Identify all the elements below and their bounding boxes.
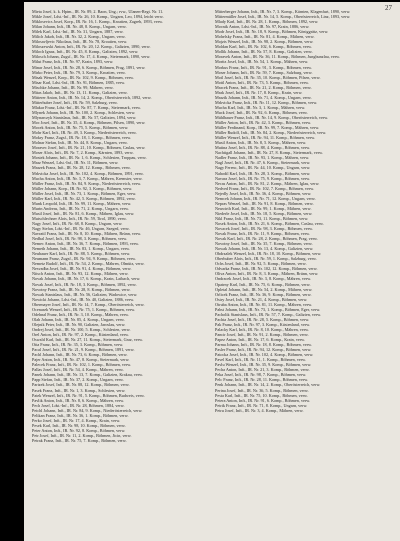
list-entry: Pacholik Stanislaus, Inft., IR. Nr. 57, 7. Komp., Galizien, verw. [215, 311, 322, 317]
list-entry: Nemec Anton, Inft., IR. Nr. 36, 7. Komp., Böhmen, 1893, verw. [32, 241, 139, 247]
list-entry: Pachl Johann, Inft., IR. Nr. 73, 6. Komp., Böhmen, verw. [32, 352, 128, 358]
list-entry: Ostry Josef, Inft., IR. Nr. 21, 4. Komp., Böhmen, verw. [215, 296, 308, 302]
list-entry: Müller Rudolf, Inft., IR. Nr. 84, 2. Komp., Niederösterreich, verw. [215, 130, 327, 136]
list-entry: Pajer Anton, Inft., IR. Nr. 47, 8. Komp., Steiermark, verw. [32, 357, 130, 363]
list-entry: Nowicki Johann, Ldst.-Inf., IR. Nr. 40, Galizien, 1886, verw. [32, 296, 135, 302]
list-entry: Pavlik Anton, Inft., IR. Nr. 8, 6. Komp., Mähren, verw. [32, 397, 125, 403]
list-entry: Penk Johann, Inft., IR. Nr. 14, 2. Komp., Oberösterreich, verw. [215, 382, 321, 388]
list-entry: Pech Josef, Ldst.-Inf., IR. Nr. 28, Böhmen, 1884, verw. [32, 402, 125, 408]
list-entry: Odvarka Franz, Inft., IR. Nr. 102, 12. Komp., Böhmen, verw. [215, 266, 318, 272]
list-entry: Neuwirth Karl, Inft., IR. Nr. 99, 1. Komp., Mähren, verw. [215, 205, 312, 211]
list-entry: Müller Franz, Inft., IR. Nr. 84, 9. Komp., Niederösterreich, verw. [32, 180, 142, 186]
list-entry: Müller Johann, Korp., IR. Nr. 92, 3. Komp., Böhmen, verw. [32, 185, 133, 191]
list-entry: Pelc Franz, Inft., IR. Nr. 28, 11. Komp., Böhmen, verw. [215, 377, 309, 383]
list-entry: Peichl Johann, Inft., IR. Nr. 84, 9. Komp., Niederösterreich, verw. [32, 407, 143, 413]
list-entry: Mischke Johann, Inft., IR. Nr. 99, Mähren, verw. [32, 84, 114, 90]
list-entry: Milan Johann, Inft., IR. Nr. 48, 8. Komp., Ungarn, verw. [32, 24, 127, 30]
list-entry: Odehnal Franz, Inft., IR. Nr. 3, 10. Komp., Mähren, verw. [32, 311, 129, 317]
list-entry: Munk Leopold, Inft., IR. Nr. 99, 11. Komp., Mähren, verw. [32, 200, 132, 206]
list-entry: Pesta Karl, Inft., IR. Nr. 75, 10. Komp., Böhmen, verw. [215, 392, 308, 398]
list-entry: Milek Karl, Ldst.-Inf., IR. Nr. 31, Ungarn, 1887, verw. [32, 29, 124, 35]
list-entry: Pabst Johann, Inft., IR. Nr. 73, 1. Komp., Böhmen, Eger, verw. [215, 306, 321, 312]
list-entry: Modr Josef, Inft., IR. Nr. 18, 9. Komp., Böhmen, Königgrätz, verw. [215, 29, 329, 35]
list-entry: Neubauer Karl, Inft., IR. Nr. 88, 5. Komp., Böhmen, verw. [32, 251, 131, 257]
list-entry: Neumann Franz, Zugsf., IR. Nr. 94, 9. Komp., Böhmen, verw. [32, 256, 136, 262]
list-entry: Mocnik Anton, Ldst.-Inf., IR. Nr. 97, Krain, 1886, verw. [215, 24, 310, 30]
list-entry: Obdrzalek Wenzel, Inft., IR. Nr. 18, 10. Komp., Böhmen, verw. [215, 251, 322, 257]
list-entry: Moser Johann, Inft., IR. Nr. 59, 7. Komp., Salzburg, verw. [215, 69, 313, 75]
list-entry: Moravek Anton, Inft., IR. Nr. 36, 11. Komp., Böhmen, Jungbunzlau, verw. [215, 54, 340, 60]
list-entry: Mollik Johann, Inft., IR. Nr. 57, 8. Komp., Galizien, verw. [215, 49, 313, 55]
list-entry: Müller Wenzel, Inft., IR. Nr. 94, 11. Komp., Böhmen, verw. [215, 135, 316, 141]
list-entry: Nagy Stefan, Ldst.-Inf., IR. Nr. 46, Ungarn, Szeged, verw. [32, 226, 130, 232]
list-entry: Pacal Josef, Inft., IR. Nr. 21, 9. Komp., Böhmen, 1891, verw. [32, 347, 135, 353]
list-entry: Ondracek Josef, Inft., IR. Nr. 3, 8. Komp., Mähren, verw. [215, 276, 312, 282]
list-entry: Mikle Josef, Ldst.-Inf., IR. Nr. 26, 10. Komp., Ungarn, Leo, 1894, leicht verw. [32, 14, 164, 20]
list-entry: Moser Alois, Inft., IR. Nr. 7, 2. Komp., Kärnten, 1893, verw. [32, 150, 134, 156]
list-entry: Mrazik Johann, Inft., IR. Nr. 71, 4. Komp., Ungarn, verw. [215, 94, 312, 100]
list-entry: Mirko Peter, Inft., IR. Nr. 79, 3. Komp., Kroatien, verw. [32, 69, 126, 75]
list-entry: Mühlbauer Franz, Inft., IR. Nr. 14, 9. Komp., Oberösterreich, verw. [215, 114, 328, 120]
list-entry: Nagy Josef, Inft., IR. Nr. 68, 8. Komp., Ungarn, verw. [32, 220, 123, 226]
list-entry: Pak Franz, Inft., IR. Nr. 97, 3. Komp., Küstenland, verw. [215, 321, 311, 327]
list-entry: Mitterberger Johann, Inft., IR. Nr. 7, 3. Komp., Kärnten, Klagenfurt, 1890, verw. [215, 9, 351, 14]
list-entry: Petrik Franz, Inft., IR. Nr. 71, 8. Komp., Ungarn, verw. [215, 402, 308, 408]
list-entry: Nepras Wenzel, Inft., IR. Nr. 91, 8. Komp., Böhmen, verw. [215, 200, 314, 206]
list-entry: Pallas Josef, Inft., IR. Nr. 54, 4. Komp., Mähren, verw. [32, 367, 124, 373]
list-entry: Müller Anton, Inft., IR. Nr. 42, 3. Komp., Böhmen, verw. [215, 120, 312, 126]
list-entry: Nosek Anton, Inft., IR. Nr. 21, 6. Komp., Böhmen, Caslau, verw. [215, 220, 324, 226]
list-entry: Oberhuber Alois, Inft., IR. Nr. 59, 1. Komp., Salzburg, verw. [215, 256, 317, 262]
list-entry: Nedbal Josef, Inft., IR. Nr. 98, 3. Komp., Böhmen, verw. [32, 236, 128, 242]
list-entry: Nagy Ferenc, Inft., IR. Nr. 44, 10. Komp., Ungarn, verw. [215, 165, 311, 171]
list-entry: Murin Andreas, Inft., IR. Nr. 71, 2. Komp., Ungarn, verw. [32, 205, 129, 211]
list-entry: Mitterhuber Josef, Inft., IR. Nr. 59, Salzburg, verw. [32, 99, 118, 105]
list-entry: Novak Josef, Inft., IR. Nr. 18, 3. Komp., Böhmen, 1892, verw. [32, 281, 137, 287]
list-entry: Mitterer Anton, Inft., IR. Nr. 14, 2. Komp., Oberösterreich, 1892, verw. [32, 94, 152, 100]
list-entry: Nikl Franz, Inft., IR. Nr. 73, 11. Komp., Böhmen, verw. [215, 215, 309, 221]
list-entry: Nowak Johann, Inft., IR. Nr. 13, 4. Komp., Galizien, verw. [215, 246, 314, 252]
list-entry: Pesek Karl, Inft., IR. Nr. 98, 10. Komp., Böhmen, verw. [32, 422, 126, 428]
list-entry: Mittermüller Josef, Inft., IR. Nr. 14, 5. Komp., Oberösterreich, Linz, 1893, verw. [215, 14, 351, 20]
document-page [24, 2, 400, 541]
list-entry: Mokry Franz, Zugsf., IR. Nr. 18, 1. Komp., Böhmen, verw. [32, 135, 132, 141]
list-entry: Mitas Jakob, Inft., IR. Nr. 13, 11. Komp., Galizien, verw. [32, 89, 128, 95]
list-entry: Moritz Josef, Inft., IR. Nr. 54, 1. Komp., Mähren, verw. [215, 59, 309, 65]
list-entry: Mojzis Wenzel, Inft., IR. Nr. 98, 2. Komp., Böhmen, verw. [215, 39, 314, 45]
list-entry: Molnar Stefan, Inft., IR. Nr. 44, 8. Komp., Ungarn, verw. [32, 140, 128, 146]
list-entry: Mohelsky Franz, Inft., IR. Nr. 81, 4. Komp., Mähren, verw. [215, 34, 315, 40]
list-entry: Miloszewski Anton, Inft., IR. Nr. 20, 12. Komp., Galizien, 1890, verw. [32, 44, 151, 50]
list-entry: Palecek Franz, Inft., IR. Nr. 102, 1. Komp., Böhmen, verw. [32, 362, 132, 368]
list-entry: Parma Johann, Inft., IR. Nr. 18, 8. Komp., Böhmen, verw. [215, 342, 312, 348]
list-entry: Peter Anton, Inft., IR. Nr. 92, 8. Komp., Böhmen, verw. [32, 427, 126, 433]
list-entry: Miklosevics Josef, Korp., IR. Nr. 16, 1. Komp., Kroatien, Zagreb, 1893, verw. [32, 19, 163, 25]
list-entry: Milut Franz, Inft., IR. Nr. 97, Krain, 1893, verw. [32, 59, 114, 65]
list-entry: Pavel Karl, Inft., IR. Nr. 11, 1. Komp., Böhmen, verw. [215, 357, 306, 363]
list-entry: Nesvadba Josef, Inft., IR. Nr. 91, 4. Komp., Böhmen, verw. [32, 266, 132, 272]
list-entry: Nowak Stanislaus, Inft., IR. Nr. 56, Galizien, Wadowice, verw. [32, 291, 138, 297]
list-entry: Mutschlechner Alois, Inft., IR. Nr. 59, Tirol, 1890, verw. [32, 215, 127, 221]
list-entry: Mrkvicka Franz, Inft., IR. Nr. 11, 12. Komp., Böhmen, verw. [215, 99, 318, 105]
list-entry: Mocek Anton, Inft., IR. Nr. 75, 5. Komp., Böhmen, verw. [32, 125, 129, 131]
list-entry: Pecha Anton, Inft., IR. Nr. 21, 3. Komp., Böhmen, verw. [215, 367, 310, 373]
list-entry: Minar Josef, Inft., IR. Nr. 28, 6. Komp., Böhmen, Prag, 1891, verw. [32, 64, 146, 70]
list-entry: Olejnik Peter, Inft., IR. Nr. 90, Galizien, Jaroslau, verw. [32, 321, 126, 327]
list-entry: Mrak Josef, Inft., IR. Nr. 17, 8. Komp., Krain, verw. [215, 89, 303, 95]
list-entry: Patek Wenzel, Inft., IR. Nr. 91, 5. Komp., Böhmen, Budweis, verw. [32, 392, 145, 398]
list-entry: Novacek Josef, Inft., IR. Nr. 98, 3. Komp., Böhmen, verw. [215, 226, 313, 232]
list-entry: Mostek Johann, Inft., IR. Nr. 1, 6. Komp., Schlesien, Troppau, verw. [32, 155, 147, 161]
list-entry: Moldan Karl, Inft., IR. Nr. 102, 6. Komp., Böhmen, verw. [215, 44, 312, 50]
list-entry: Parizek Josef, Inft., IR. Nr. 88, 12. Komp., Böhmen, verw. [32, 382, 130, 388]
list-entry: Mucha Anton, Inft., IR. Nr. 3, 7. Komp., Mähren, Kremsier, verw. [32, 175, 143, 181]
list-entry: Misar Karl, Ldst.-Inf., IR. Nr. 91, Böhmen, 1885, verw. [32, 79, 126, 85]
list-entry: Musil Josef, Inft., IR. Nr. 81, 6. Komp., Mähren, Iglau, verw. [32, 210, 135, 216]
list-entry: Olah Johann, Inft., IR. Nr. 85, 4. Komp., Ungarn, verw. [32, 316, 125, 322]
list-entry: Novak Karl, Inft., IR. Nr. 28, 2. Komp., Böhmen, Prag, verw. [215, 236, 318, 242]
list-entry: Pavlu Wenzel, Inft., IR. Nr. 35, 9. Komp., Böhmen, verw. [215, 362, 312, 368]
list-entry: Pancir Josef, Inft., IR. Nr. 91, 2. Komp., Böhmen, verw. [215, 332, 309, 337]
list-entry: Petr Josef, Inft., IR. Nr. 11, 2. Komp., Böhmen, Jicin, verw. [32, 432, 132, 438]
list-entry: Nahodil Karl, Inft., IR. Nr. 28, 3. Komp., Böhmen, verw. [215, 170, 311, 176]
list-entry: Milosch Johann, Zugsf., IR. Nr. 17, 4. Komp., Steiermark, 1890, verw. [32, 54, 151, 60]
list-entry: Mlynarczyk Stanislaus, Inft., IR. Nr. 57, Galizien, 1894, verw. [32, 114, 137, 120]
list-entry: Nemcek Johann, Inft., IR. Nr. 71, 12. Komp., Ungarn, verw. [215, 195, 316, 201]
list-entry: Mlakar Franz, Ldst.-Inf., IR. Nr. 87, 7. Komp., Steiermark, verw. [32, 104, 141, 110]
list-entry: Morkus Franz, Inft., IR. Nr. 91, 3. Komp., Böhmen, verw. [215, 64, 312, 70]
list-entry: Novotny Josef, Inft., IR. Nr. 35, 7. Komp., Böhmen, verw. [215, 241, 313, 247]
list-entry: Nachtigall Johann, Inft., IR. Nr. 27, 8. Komp., Steiermark, verw. [215, 150, 323, 156]
list-entry: Nadler Franz, Inft., IR. Nr. 93, 1. Komp., Mähren, verw. [215, 155, 310, 161]
list-entry: Mlynek Johann, Inft., IR. Nr. 100, 2. Komp., Schlesien, verw. [32, 109, 136, 115]
list-entry: Moravec Josef, Inft., IR. Nr. 21, 10. Komp., Böhmen, Caslau, verw. [32, 145, 146, 151]
list-entry: Petrak Franz, Inft., IR. Nr. 75, 7. Komp., Böhmen, verw. [32, 437, 127, 443]
left-column [32, 9, 204, 443]
list-entry: Mohr Karl, Inft., IR. Nr. 49, 3. Komp., Niederösterreich, verw. [32, 130, 137, 136]
list-entry: Mutina Josef, Inft., IR. Nr. 88, 4. Komp., Böhmen, verw. [215, 145, 311, 151]
list-entry: Pelikan Franz, Inft., IR. Nr. 36, 1. Komp., Böhmen, verw. [32, 412, 129, 418]
list-entry: Necas Anton, Inft., IR. Nr. 81, 2. Komp., Mähren, Iglau, verw. [215, 180, 320, 186]
list-entry: Opletal Johann, Inft., IR. Nr. 54, 2. Komp., Mähren, verw. [215, 286, 313, 292]
list-entry: Oswald Karl, Inft., IR. Nr. 27, 11. Komp., Steiermark, Graz, verw. [32, 337, 143, 343]
list-entry: Navratil Franz, Inft., IR. Nr. 8, 10. Komp., Mähren, Brünn, verw. [32, 231, 142, 237]
list-entry: Mracek Franz, Inft., IR. Nr. 21, 2. Komp., Böhmen, verw. [215, 84, 312, 90]
list-entry: Nejedly Josef, Inft., IR. Nr. 36, 4. Komp., Böhmen, verw. [215, 190, 312, 196]
list-entry: Opatrny Karl, Inft., IR. Nr. 75, 6. Komp., Böhmen, verw. [215, 281, 311, 287]
list-entry: Nemetz Rudolf, Inft., IR. Nr. 54, 2. Komp., Mähren, Olmütz, verw. [32, 261, 145, 267]
list-entry: Mottl Anton, Inft., IR. Nr. 73, 5. Komp., Böhmen, verw. [215, 79, 309, 85]
list-entry: Papp Stefan, Inft., IR. Nr. 37, 2. Komp., Ungarn, verw. [32, 377, 124, 383]
list-entry: Novak Johann, Inft., IR. Nr. 17, 6. Komp., Krain, Laibach, verw. [32, 276, 141, 282]
list-entry: Perko Josef, Inft., IR. Nr. 17, 4. Komp., Krain, verw. [32, 417, 121, 423]
list-entry: Müller Ferdinand, Korp., IR. Nr. 99, 7. Komp., Mähren, verw. [215, 125, 320, 131]
list-entry: Petera Anton, Inft., IR. Nr. 91, 6. Komp., Böhmen, verw. [215, 397, 311, 403]
list-entry: Orlicek Franz, Inft., IR. Nr. 36, 9. Komp., Böhmen, verw. [215, 291, 312, 297]
list-entry: Motl Josef, Inft., IR. Nr. 35, 10. Komp., Böhmen, Pilsen, verw. [215, 74, 321, 80]
list-entry: Nitsch Anton, Inft., IR. Nr. 93, 12. Komp., Mähren, verw. [32, 271, 129, 277]
list-entry: Ochs Josef, Inft., IR. Nr. 92, 5. Komp., Böhmen, verw. [215, 261, 307, 267]
list-entry: Mlady Karl, Inft., IR. Nr. 28, 1. Komp., Böhmen, 1892, verw. [215, 19, 319, 25]
list-entry: Niederle Josef, Inft., IR. Nr. 18, 5. Komp., Böhmen, verw. [215, 210, 313, 216]
list-entry: Patocka Josef, Inft., IR. Nr. 102, 4. Komp., Böhmen, verw. [215, 352, 314, 358]
list-entry: Navara Josef, Inft., IR. Nr. 75, 9. Komp., Böhmen, verw. [215, 175, 311, 181]
list-entry: Pasler Franz, Inft., IR. Nr. 94, 12. Komp., Böhmen, verw. [215, 347, 312, 353]
list-entry: Pasek Franz, Inft., IR. Nr. 1, 3. Komp., Schlesien, verw. [32, 387, 126, 393]
list-entry: Mraz Wenzel, Ldst.-Inf., IR. Nr. 11, Böhmen, verw. [32, 160, 119, 166]
list-entry: Müller Josef, Inft., IR. Nr. 73, 1. Komp., Böhmen, Eger, verw. [32, 190, 137, 196]
list-entry: Novak Franz, Inft., IR. Nr. 11, 9. Komp., Böhmen, verw. [215, 231, 310, 237]
list-entry: Oliva Anton, Inft., IR. Nr. 8, 3. Komp., Mähren, Brünn, verw. [215, 271, 319, 277]
list-entry: Obermayer Josef, Inft., IR. Nr. 14, 7. Komp., Oberösterreich, verw. [32, 301, 145, 307]
list-entry: Musil Anton, Inft., IR. Nr. 8, 5. Komp., Mähren, verw. [215, 140, 307, 146]
list-entry: Panek Johann, Inft., IR. Nr. 13, 7. Komp., Galizien, Krakau, verw. [32, 372, 143, 378]
list-entry: Miloch Ignaz, Inft., IR. Nr. 45, 8. Komp., Galizien, 1892, verw. [32, 49, 139, 55]
list-entry: Mrkvicka Josef, Inft., IR. Nr. 102, 4. Komp., Böhmen, 1891, verw. [32, 170, 144, 176]
list-entry: Müller Karl, Inft., IR. Nr. 42, 5. Komp., Böhmen, 1892, verw. [32, 195, 136, 201]
list-entry: Nemeth Johann, Inft., IR. Nr. 83, 1. Komp., Ungarn, verw. [32, 246, 130, 252]
list-entry: Otruba Anton, Inft., IR. Nr. 81, 11. Komp., Mähren, verw. [215, 301, 313, 307]
list-entry: Nedved Franz, Inft., IR. Nr. 102, 7. Komp., Böhmen, verw. [215, 185, 315, 191]
list-entry: Ondrej Josef, Inft., IR. Nr. 100, 5. Komp., Schlesien, verw. [32, 326, 131, 332]
list-entry: Petru Josef, Inft., IR. Nr. 3, 4. Komp., Mähren, verw. [215, 407, 304, 413]
list-entry: Moc Josef, Inft., IR. Nr. 35, 4. Komp., Böhmen, Pilsen, 1890, verw. [32, 120, 146, 126]
list-entry: Novotny Franz, Inft., IR. Nr. 28, 8. Komp., Böhmen, verw. [32, 286, 131, 292]
list-entry: Mucha Karl, Inft., IR. Nr. 3, 1. Komp., Mähren, verw. [215, 104, 306, 110]
list-entry: Nagl Josef, Inft., IR. Nr. 47, 6. Komp., Steiermark, verw. [215, 160, 311, 166]
list-entry: Muck Josef, Inft., IR. Nr. 92, 6. Komp., Böhmen, verw. [215, 109, 308, 115]
list-entry: Papez Anton, Inft., IR. Nr. 17, 6. Komp., Krain, verw. [215, 337, 305, 343]
list-entry: Milosavljevic Nikolaus, Inft., IR. Nr. 78, Kroatien, verw. [32, 39, 128, 45]
list-entry: Pachta Josef, Inft., IR. Nr. 28, 5. Komp., Böhmen, verw. [215, 316, 310, 322]
list-entry: Orel Anton, Inft., IR. Nr. 97, 2. Komp., Küstenland, verw. [32, 332, 129, 337]
list-entry: Otta Franz, Inft., IR. Nr. 35, 3. Komp., Böhmen, verw. [32, 342, 124, 348]
right-column [215, 9, 387, 413]
list-entry: Perina Josef, Inft., IR. Nr. 36, 5. Komp., Böhmen, verw. [215, 387, 309, 393]
page-number: 27 [385, 4, 392, 12]
list-entry: Mieta Josef, k. k. Hptm., IR. Nr. 89, 2. Baon, Ung.; rvw., Ulanen-Regt. Nr. 11. [32, 9, 164, 14]
list-entry: Mrazek Franz, Inft., IR. Nr. 28, 12. Komp., Böhmen, verw. [32, 165, 131, 171]
list-entry: Palacky Karl, Inft., IR. Nr. 8, 10. Komp., Mähren, verw. [215, 326, 309, 332]
list-entry: Misak Wenzel, Korp., IR. Nr. 102, 9. Komp., Böhmen, verw. [32, 74, 134, 80]
list-entry: Ocenasek Wenzel, Inft., IR. Nr. 75, 1. Komp., Böhmen, verw. [32, 306, 136, 312]
list-entry: Milich Jakob, Inft., IR. Nr. 32, 2. Komp., Ungarn, verw. [32, 34, 126, 40]
list-entry: Peka Josef, Inft., IR. Nr. 98, 7. Komp., Böhmen, verw. [215, 372, 307, 378]
